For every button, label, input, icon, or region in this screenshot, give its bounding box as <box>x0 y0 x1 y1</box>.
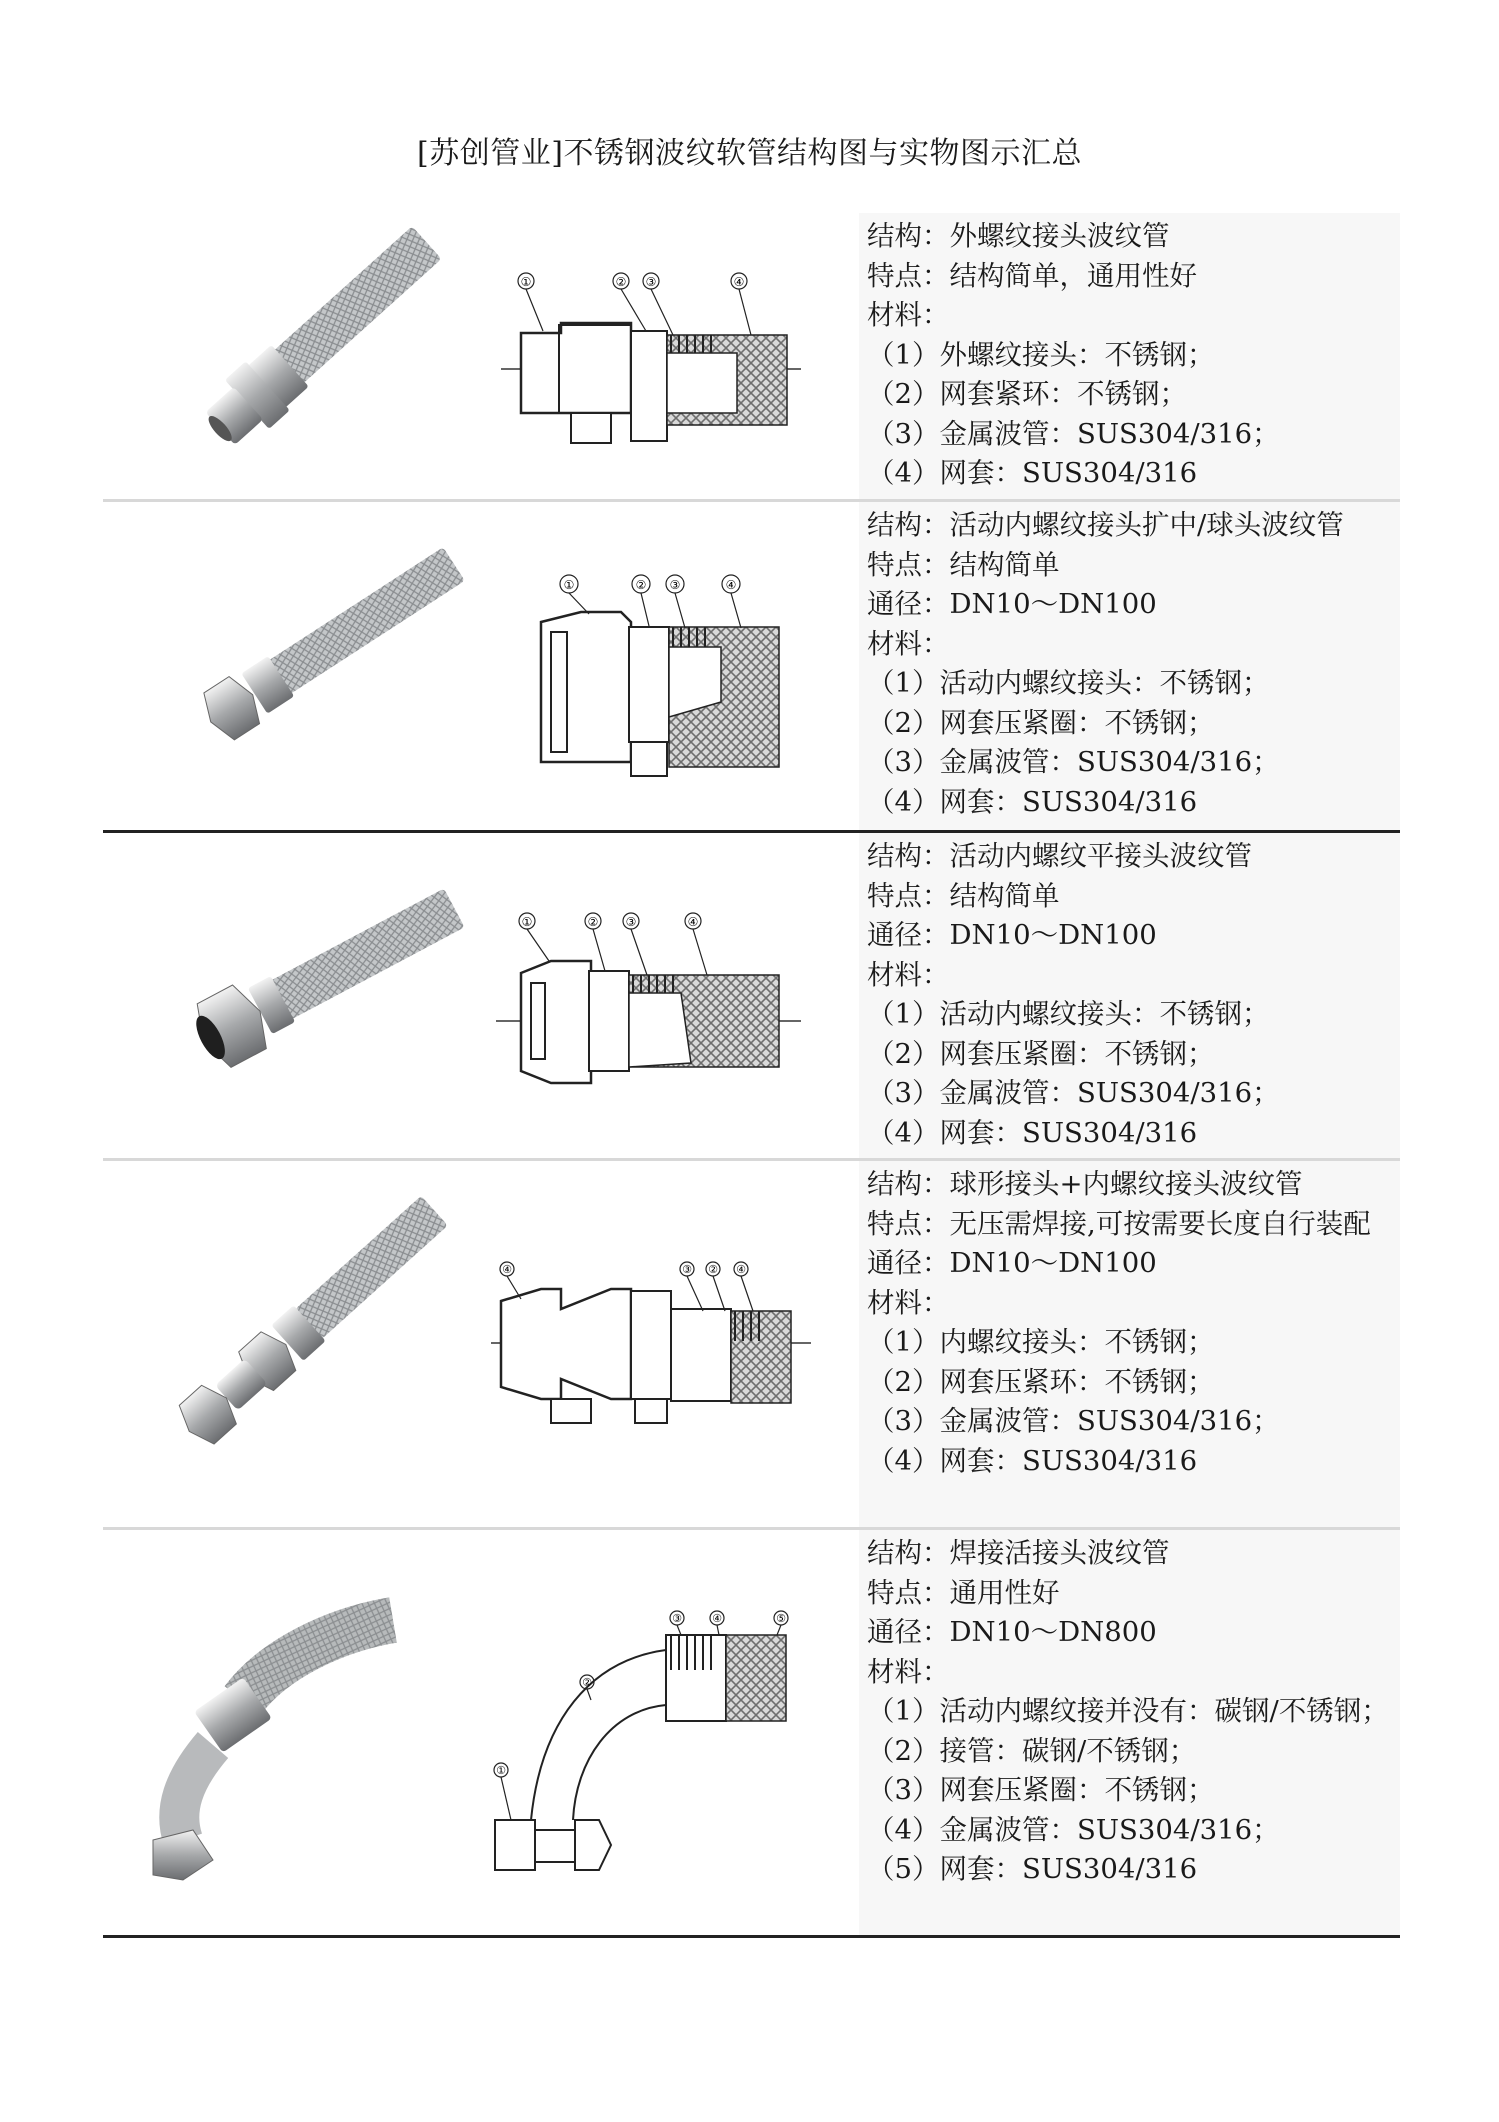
structure-diagram-icon <box>481 1530 857 1935</box>
hose-photo-icon <box>103 502 479 830</box>
structure-text: 结构：焊接活接头波纹管 <box>867 1537 1170 1569</box>
callout-label: ① <box>496 1764 506 1777</box>
material-item: （4）网套：SUS304/316 <box>867 1444 1198 1477</box>
table-row <box>103 501 1400 832</box>
callout-label: ② <box>587 915 599 929</box>
material-item: （3）金属波管：SUS304/316； <box>867 1405 1280 1437</box>
spec-cell <box>859 1529 1400 1937</box>
callout-label: ④ <box>502 1263 512 1276</box>
structure-diagram-icon <box>481 502 857 830</box>
material-item: （4）网套：SUS304/316 <box>867 457 1198 489</box>
diameter-text: 通径：DN10～DN800 <box>867 1616 1157 1648</box>
callout-label: ② <box>615 275 627 289</box>
material-item: （1）内螺纹接头：不锈钢； <box>867 1326 1215 1358</box>
callout-label: ① <box>520 275 532 289</box>
photo-cell <box>103 832 481 1160</box>
table-row <box>103 213 1400 501</box>
materials-label: 材料： <box>867 1655 950 1688</box>
photo-cell <box>103 213 481 501</box>
callout-label: ④ <box>712 1612 722 1625</box>
callout-label: ③ <box>669 578 681 592</box>
callout-label: ① <box>563 578 575 592</box>
structure-text: 结构：活动内螺纹平接头波纹管 <box>867 840 1252 872</box>
product-table <box>103 213 1400 1938</box>
material-item: （3）金属波管：SUS304/316； <box>867 746 1280 778</box>
feature-text: 特点：结构简单，通用性好 <box>867 259 1197 292</box>
callout-label: ④ <box>725 578 737 592</box>
material-item: （3）网套压紧圈：不锈钢； <box>867 1774 1215 1806</box>
feature-text: 特点：无压需焊接,可按需要长度自行装配 <box>867 1207 1371 1240</box>
callout-label: ③ <box>672 1612 682 1625</box>
material-item: （4）网套：SUS304/316 <box>867 785 1198 818</box>
diameter-text: 通径：DN10～DN100 <box>867 1247 1157 1279</box>
diagram-cell <box>481 832 859 1160</box>
material-item: （1）活动内螺纹接头：不锈钢； <box>867 998 1270 1030</box>
material-item: （1）活动内螺纹接头：不锈钢； <box>867 667 1270 699</box>
callout-label: ⑤ <box>776 1612 786 1625</box>
callout-label: ④ <box>687 915 699 929</box>
callout-label: ③ <box>645 275 657 289</box>
material-item: （2）网套压紧环：不锈钢； <box>867 1365 1215 1398</box>
feature-text: 特点：通用性好 <box>867 1576 1060 1609</box>
table-row <box>103 832 1400 1160</box>
callout-label: ② <box>635 578 647 592</box>
callout-label: ④ <box>736 1263 746 1276</box>
photo-cell <box>103 1529 481 1937</box>
material-item: （2）网套压紧圈：不锈钢； <box>867 706 1215 739</box>
callout-label: ④ <box>733 275 745 289</box>
spec-cell <box>859 213 1400 501</box>
spec-cell <box>859 501 1400 832</box>
material-item: （2）网套压紧圈：不锈钢； <box>867 1037 1215 1070</box>
diameter-text: 通径：DN10～DN100 <box>867 588 1157 620</box>
callout-label: ③ <box>682 1263 692 1276</box>
material-item: （1）外螺纹接头：不锈钢； <box>867 338 1215 371</box>
material-item: （1）活动内螺纹接并没有：碳钢/不锈钢； <box>867 1695 1389 1727</box>
structure-diagram-icon <box>481 213 857 499</box>
feature-text: 特点：结构简单 <box>867 879 1060 912</box>
callout-label: ② <box>582 1676 592 1689</box>
diameter-text: 通径：DN10～DN100 <box>867 919 1157 951</box>
hose-photo-icon <box>103 213 479 499</box>
materials-label: 材料： <box>867 299 950 331</box>
materials-label: 材料： <box>867 1286 950 1319</box>
hose-photo-icon <box>103 1161 479 1527</box>
diagram-cell <box>481 501 859 832</box>
hose-photo-icon <box>103 833 479 1158</box>
callout-label: ③ <box>625 915 637 929</box>
material-item: （2）接管：碳钢/不锈钢； <box>867 1734 1197 1767</box>
materials-label: 材料： <box>867 958 950 991</box>
spec-cell <box>859 832 1400 1160</box>
materials-label: 材料： <box>867 627 950 660</box>
material-item: （4）金属波管：SUS304/316； <box>867 1813 1280 1846</box>
material-item: （3）金属波管：SUS304/316； <box>867 1077 1280 1109</box>
diagram-cell <box>481 213 859 501</box>
hose-photo-icon <box>103 1530 479 1935</box>
table-row <box>103 1529 1400 1937</box>
structure-text: 结构：活动内螺纹接头扩中/球头波纹管 <box>867 509 1344 541</box>
page-title: [苏创管业]不锈钢波纹软管结构图与实物图示汇总 <box>417 136 1082 171</box>
photo-cell <box>103 1160 481 1529</box>
callout-label: ② <box>708 1263 718 1276</box>
structure-diagram-icon <box>481 1161 857 1527</box>
structure-diagram-icon <box>481 833 857 1158</box>
material-item: （2）网套紧环：不锈钢； <box>867 378 1187 410</box>
structure-text: 结构：球形接头+内螺纹接头波纹管 <box>867 1168 1303 1200</box>
material-item: （5）网套：SUS304/316 <box>867 1853 1198 1885</box>
diagram-cell <box>481 1529 859 1937</box>
photo-cell <box>103 501 481 832</box>
material-item: （3）金属波管：SUS304/316； <box>867 417 1280 450</box>
callout-label: ① <box>521 915 533 929</box>
spec-cell <box>859 1160 1400 1529</box>
diagram-cell <box>481 1160 859 1529</box>
feature-text: 特点：结构简单 <box>867 548 1060 581</box>
table-row <box>103 1160 1400 1529</box>
material-item: （4）网套：SUS304/316 <box>867 1116 1198 1149</box>
structure-text: 结构：外螺纹接头波纹管 <box>867 220 1170 252</box>
